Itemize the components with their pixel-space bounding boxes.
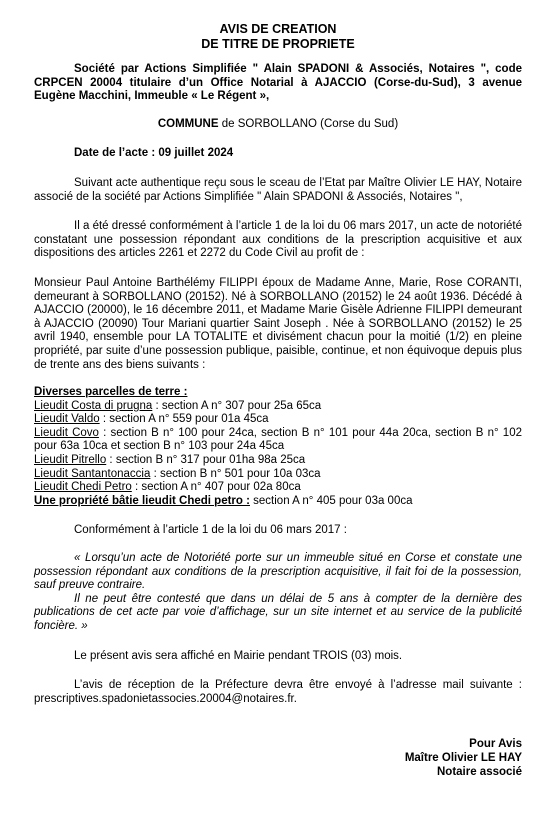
signature-block — [34, 738, 522, 779]
parcel-item — [34, 454, 522, 468]
parcels-heading: Diverses parcelles de terre : — [34, 386, 188, 399]
signature-role: Notaire associé — [436, 765, 522, 778]
parcel-detail: : section A n° 307 pour 25a 65ca — [152, 399, 322, 412]
parcel-item — [34, 481, 522, 495]
law-quote-2: Il ne peut être contesté que dans un délai de 5 ans à compter de la dernière des publications de cet acte par voie d’affichage, sur un site internet et au service de la publicité foncière. » — [34, 592, 522, 632]
parcel-place: Lieudit Valdo — [34, 413, 100, 426]
display-notice: Le présent avis sera affiché en Mairie pendant TROIS (03) mois. — [74, 649, 403, 662]
parcels-list — [34, 386, 522, 508]
act-date: Date de l’acte : 09 juillet 2024 — [74, 147, 234, 160]
parcel-item — [34, 413, 522, 427]
parcel-detail: : section B n° 501 pour 10a 03ca — [150, 467, 321, 480]
signature-name: Maître Olivier LE HAY — [404, 751, 522, 764]
parcel-place: Lieudit Santantonaccia — [34, 467, 151, 480]
parcel-item — [34, 427, 522, 454]
parcel-place: Lieudit Pitrello — [34, 454, 107, 467]
parcel-detail: : section B n° 317 pour 01ha 98a 25ca — [106, 454, 306, 467]
parcel-detail: : section B n° 100 pour 24ca, section B n° 101 pour 44a 20ca, section B n° 102 pour 63a 10ca et section B n° 103 pour 24a 45ca — [34, 426, 522, 453]
parcel-place: Lieudit Chedi Petro — [34, 481, 132, 494]
parcel-place: Lieudit Covo — [34, 426, 99, 439]
notoriety-paragraph: Il a été dressé conformément à l’article 1 de la loi du 06 mars 2017, un acte de notoriété constatant une possession répondant aux conditions de la prescription acquisitive et aux dispositions des articles 2261 et 2272 du Code Civil au profit de : — [34, 220, 522, 260]
built-property-item — [34, 495, 522, 509]
notice-title-line2: DE TITRE DE PROPRIETE — [201, 36, 355, 51]
signature-line1: Pour Avis — [469, 738, 522, 751]
parcel-item — [34, 468, 522, 482]
conformity-line: Conformément à l’article 1 de la loi du 06 mars 2017 : — [74, 524, 347, 537]
law-quote-1: « Lorsqu’un acte de Notoriété porte sur un immeuble situé en Corse et constate une possession répondant aux conditions de la prescription acquisitive, il fait foi de la possession, sauf preuve contraire. — [34, 552, 522, 592]
built-property-detail: section A n° 405 pour 03a 00ca — [249, 494, 413, 507]
intro-paragraph: Suivant acte authentique reçu sous le sceau de l’Etat par Maître Olivier LE HAY, Notaire associé de la société par Actions Simplifiée " Alain SPADONI & Associés, Notaires ", — [34, 176, 522, 203]
beneficiaries-paragraph: Monsieur Paul Antoine Barthélémy FILIPPI époux de Madame Anne, Marie, Rose CORANTI, demeurant à SORBOLLANO (20152). Né à SORBOLLANO (20152) le 24 août 1936. Décédé à AJACCIO (20000), le 16 décembre 2011, et Madame Marie Gisèle Adrienne FILIPPI demeurant à AJACCIO (20090) Tour Mariani quartier Saint Joseph . Née à SORBOLLANO (20152) le 25 avril 1940, ensemble pour LA TOTALITE et divisément chacun pour la moitié (1/2) en pleine propriété, par suite d’une possession publique, paisible, continue, et non équivoque depuis plus de trente ans des biens suivants : — [34, 276, 522, 371]
commune-value: de SORBOLLANO (Corse du Sud) — [221, 117, 399, 130]
receipt-paragraph: L’avis de réception de la Préfecture devra être envoyé à l’adresse mail suivante : prescriptives.spadonietassocies.20004@notaires.fr. — [34, 679, 522, 705]
parcel-item — [34, 400, 522, 414]
built-property-place: Une propriété bâtie lieudit Chedi petro : — [34, 494, 250, 507]
parcel-place: Lieudit Costa di prugna — [34, 399, 153, 412]
commune-label: COMMUNE — [157, 117, 219, 130]
society-paragraph: Société par Actions Simplifiée " Alain SPADONI & Associés, Notaires ", code CRPCEN 20004 titulaire d’un Office Notarial à AJACCIO (Corse-du-Sud), 3 avenue Eugène Macchini, Immeuble « Le Régent », — [34, 63, 522, 103]
parcel-detail: : section A n° 407 pour 02a 80ca — [131, 481, 301, 494]
parcel-detail: : section A n° 559 pour 01a 45ca — [99, 413, 269, 426]
notice-title-line1: AVIS DE CREATION — [219, 22, 337, 36]
commune-line — [34, 118, 522, 132]
